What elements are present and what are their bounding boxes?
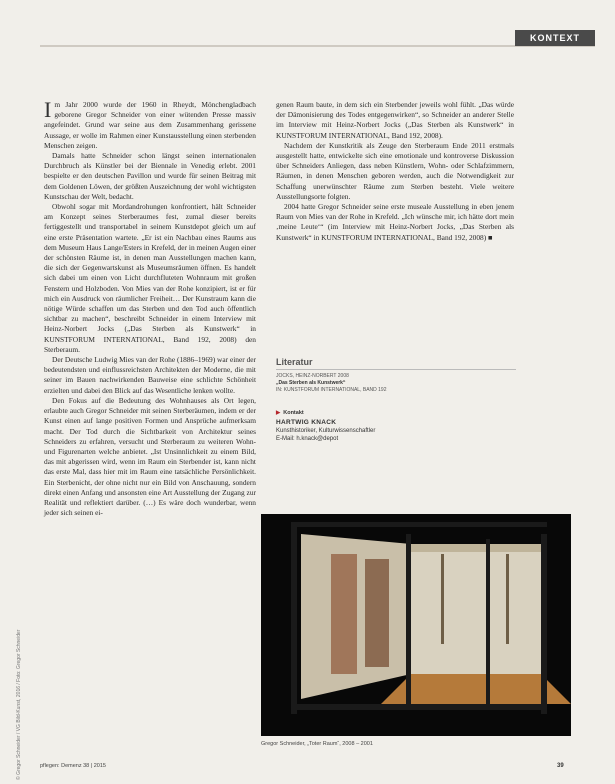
contact-box <box>276 410 516 442</box>
footer-publication: pflegen: Demenz 38 | 2015 <box>40 763 106 769</box>
literature-source: IN: KUNSTFORUM INTERNATIONAL, BAND 192 <box>276 387 387 393</box>
photo-credit: © Gregor Schneider / VG Bild-Kunst, 2016 / Foto: Gregor Schneider <box>16 629 22 780</box>
literature-author: JOCKS, HEINZ-NORBERT 2008 <box>276 373 349 379</box>
photo-caption: Gregor Schneider, „Toter Raum“, 2008 – 2001 <box>261 741 373 747</box>
right-column <box>276 100 514 243</box>
paragraph-7: Nachdem der Kunstkritik als Zeuge den Sterberaum Ende 2011 erstmals ausgestellt hatte, entwickelte sich eine emotionale und kontroverse Diskussion über Schneiders Anliegen, dass neben Künstlern, Wohn- oder Schlafzimmern, Räumen, in denen Menschen geboren werden, auch die Notwendigkeit zur Schaffung unerwünschter Räume zum Sterben besteht. Viele weitere Ausstellungsorte folgten. <box>276 140 514 201</box>
paragraph-8: 2004 hatte Gregor Schneider seine erste museale Ausstellung in eben jenem Raum von Mies van der Rohe in Krefeld. „Ich wünsche mir, ich hätte dort mein ‚meine Leute‘“ (im Interview mit Heinz-Norbert Jocks, „Das Sterben als Kunstwerk“ in KUNSTFORUM INTERNATIONAL, Band 192, 2008) ■ <box>276 202 514 242</box>
room-photo-illustration <box>261 514 571 736</box>
paragraph-4: Der Deutsche Ludwig Mies van der Rohe (1886–1969) war einer der bedeutendsten und einflussreichsten Architekten der Moderne, die mit seiner im Bauen nachwirkenden Bauweise eine schlichte Schönheit erzielten und dabei den Blick auf das Wesentliche lenken wollte. <box>44 355 257 395</box>
paragraph-3: Obwohl sogar mit Mordandrohungen konfrontiert, hält Schneider am Konzept seines Sterberaumes fest, zumal dieser bereits fertiggestellt und transportabel in seinem Kunstdepot gleich um auf eine erste Präsentation wartete. „Er ist ein Nachbau eines Raums aus dem Museum Haus Lange/Esters in Krefeld, der in meinen Augen einer der schönsten Räume ist, in denen man Ausstellungen machen kann, die sich der Gegenwartskunst als Museumsräumen öffnen. Es handelt sich dabei um einen von Licht durchfluteten Wohnraum mit großen Fenstern und Holzboden. Von Mies van der Rohe konzipiert, ist er für mich ein Ausdruck von räumlicher Freiheit… Der Kunstraum kann die nötige Würde schaffen um das Sterben und den Tod auch öffentlich sichtbar zu machen“, beschreibt Schneider in einem Interview mit Heinz-Norbert Jocks („Das Sterben als Kunstwerk“ in KUNSTFORUM INTERNATIONAL, Band 192, 2008) den Sterberaum. <box>44 202 257 354</box>
contact-role: Kunsthistoriker, Kulturwissenschaftler <box>276 428 376 434</box>
section-tag: KONTEXT <box>515 30 595 46</box>
left-column <box>44 97 257 518</box>
paragraph-5: Den Fokus auf die Bedeutung des Wohnhauses als Ort legen, erlaubte auch Gregor Schneider mit seinen Sterberäumen, indem er der Kunst einen auf lange positiven Formen und Ansprüche aufmerksam macht. Der Tod durch die Sichtbarkeit von Architektur seines Schneiders zu erfahren, versucht und Sterberaum zu weiteren Wohn- und Figurenarten welche anbietet. „Ist Unsinnlichkeit zu einem Bild, das mit abgerissen wird, wenn im Raum ein Sterbender ist, kann nicht das erste Mal, dass hier mit im Raum eine tatsächliche Persönlichkeit. Ein Sterbenicht, der ohne nicht nur ein Bild von Anschauung, sondern direkt einen Anfang und ansonsten eine Art Ausstellung der Zugang zur Realität und reflektiert darüber. (…) Es wäre doch wunderbar, wenn jeder sich seinen ei- <box>44 395 256 518</box>
page-number: 39 <box>557 763 564 769</box>
contact-name: HARTWIG KNACK <box>276 419 337 426</box>
paragraph-1 <box>44 97 256 151</box>
literature-title: Literatur <box>276 357 313 367</box>
dropcap: I <box>44 97 52 122</box>
contact-heading-label: Kontakt <box>283 410 304 416</box>
paragraph-6: genen Raum baute, in dem sich ein Sterbender jeweils wohl fühlt. „Das würde der Dämonisierung des Todes entgegenwirken“, so Schneider an anderer Stelle im Interview mit Heinz-Norbert Jocks („Das Sterben als Kunstwerk“ in KUNSTFORUM INTERNATIONAL, Band 192, 2008). <box>276 100 514 140</box>
literature-rule <box>276 369 516 370</box>
contact-heading <box>276 410 516 416</box>
literature-work: „Das Sterben als Kunstwerk“ <box>276 380 346 386</box>
artwork-photo <box>261 514 571 736</box>
contact-email: E-Mail: h.knack@depot <box>276 436 339 442</box>
paragraph-text: m Jahr 2000 wurde der 1960 in Rheydt, Mönchengladbach geborene Gregor Schneider von einer wütenden Presse massiv angefeindet. Grund war seine aus dem Zusammenhang gerissene Aussage, er wolle im Rahmen einer Kunstausstellung einen sterbenden Menschen zeigen. <box>44 100 256 150</box>
literature-entry <box>276 373 516 394</box>
paragraph-2: Damals hatte Schneider schon längst seinen internationalen Durchbruch als Künstler bei der Biennale in Venedig erlebt. 2001 bespielte er den deutschen Pavillon und wurde für seinen Beitrag mit dem Goldenen Löwen, der größten Auszeichnung der wohl wichtigsten Kunstschau der Welt, bedacht. <box>44 151 256 201</box>
triangle-icon: ▶ <box>276 410 281 416</box>
header-rule <box>40 45 595 47</box>
